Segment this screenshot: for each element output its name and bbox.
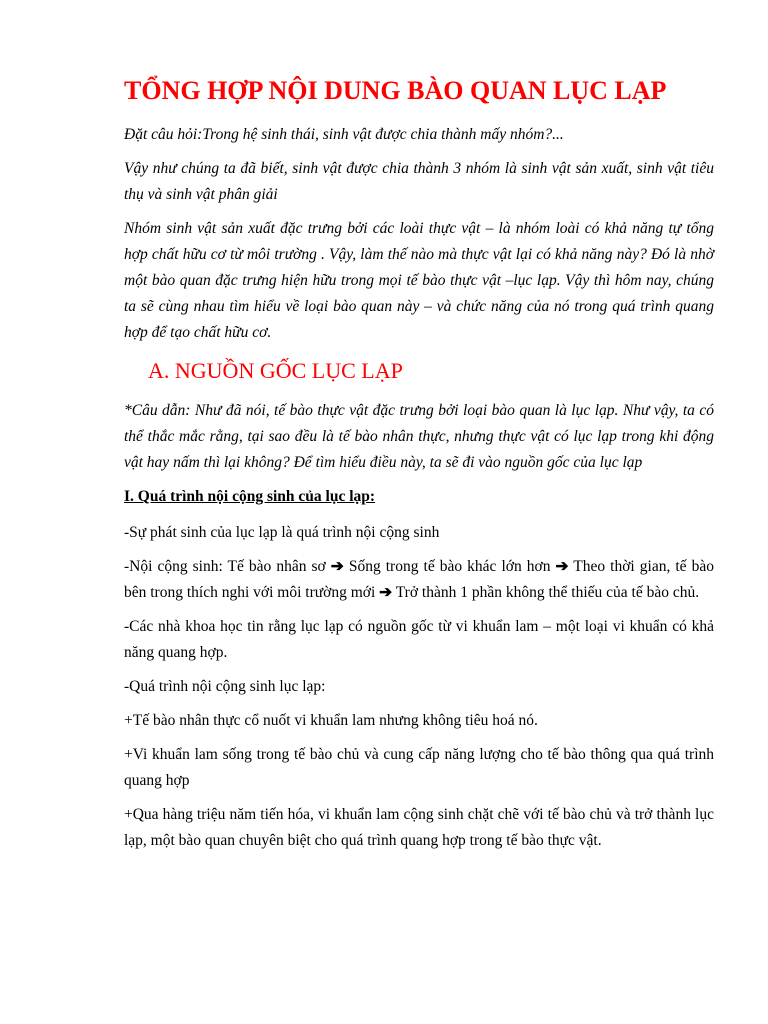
intro-question: Đặt câu hỏi:Trong hệ sinh thái, sinh vật được chia thành mấy nhóm?...	[124, 126, 564, 143]
endo-part-b: Sống trong tế bào khác lớn hơn	[343, 558, 556, 575]
endo-part-d: Trở thành 1 phần không thể thiếu của tế bào chủ.	[392, 584, 700, 601]
arrow-right-icon: ➔	[330, 558, 344, 575]
process-heading-paragraph: -Quá trình nội cộng sinh lục lạp:	[124, 678, 326, 695]
scientists-paragraph: -Các nhà khoa học tin rằng lục lạp có nguồn gốc từ vi khuẩn lam – một loại vi khuẩn có khả năng quang hợp.	[124, 618, 714, 661]
subsection-1-heading: I. Quá trình nội cộng sinh của lục lạp:	[124, 488, 376, 505]
lead-in-paragraph: *Câu dẫn: Như đã nói, tế bào thực vật đặc trưng bởi loại bào quan là lục lạp. Như vậy, ta có thể thắc mắc rằng, tại sao đều là tế bào nhân thực, nhưng thực vật có lục lạp trong khi động vật hay nấm thì lại không? Để tìm hiểu điều này, ta sẽ đi vào nguồn gốc của lục lạp	[124, 402, 714, 471]
process-step-3: +Qua hàng triệu năm tiến hóa, vi khuẩn lam cộng sinh chặt chẽ với tế bào chủ và trở thành lục lạp, một bào quan chuyên biệt cho quá trình quang hợp trong tế bào thực vật.	[124, 806, 714, 849]
arrow-right-icon: ➔	[379, 584, 393, 601]
arrow-right-icon: ➔	[555, 558, 569, 575]
endo-part-a: -Nội cộng sinh: Tế bào nhân sơ	[124, 558, 331, 575]
intro-paragraph: Nhóm sinh vật sản xuất đặc trưng bởi các loài thực vật – là nhóm loài có khả năng tự tổng hợp chất hữu cơ từ môi trường . Vậy, làm thế nào mà thực vật lại có khả năng này? Đó là nhờ một bào quan đặc trưng hiện hữu trong mọi tế bào thực vật –lục lạp. Vậy thì hôm nay, chúng ta sẽ cùng nhau tìm hiểu về loại bào quan này – và chức năng của nó trong quá trình quang hợp để tạo chất hữu cơ.	[124, 220, 714, 341]
endosymbiosis-paragraph	[124, 554, 714, 606]
endo-part-c: Theo thời gian, tế bào bên trong thích nghi với môi trường mới	[124, 558, 714, 601]
document-body	[124, 74, 714, 862]
intro-answer: Vậy như chúng ta đã biết, sinh vật được chia thành 3 nhóm là sinh vật sản xuất, sinh vật tiêu thụ và sinh vật phân giải	[124, 160, 714, 203]
process-step-1: +Tế bào nhân thực cổ nuốt vi khuẩn lam nhưng không tiêu hoá nó.	[124, 712, 538, 729]
origin-paragraph: -Sự phát sinh của lục lạp là quá trình nội cộng sinh	[124, 524, 440, 541]
process-step-2: +Vi khuẩn lam sống trong tế bào chủ và cung cấp năng lượng cho tế bào thông qua quá trình quang hợp	[124, 746, 714, 789]
document-title: TỔNG HỢP NỘI DUNG BÀO QUAN LỤC LẠP	[124, 76, 667, 105]
section-a-heading: A. NGUỒN GỐC LỤC LẠP	[148, 358, 403, 383]
